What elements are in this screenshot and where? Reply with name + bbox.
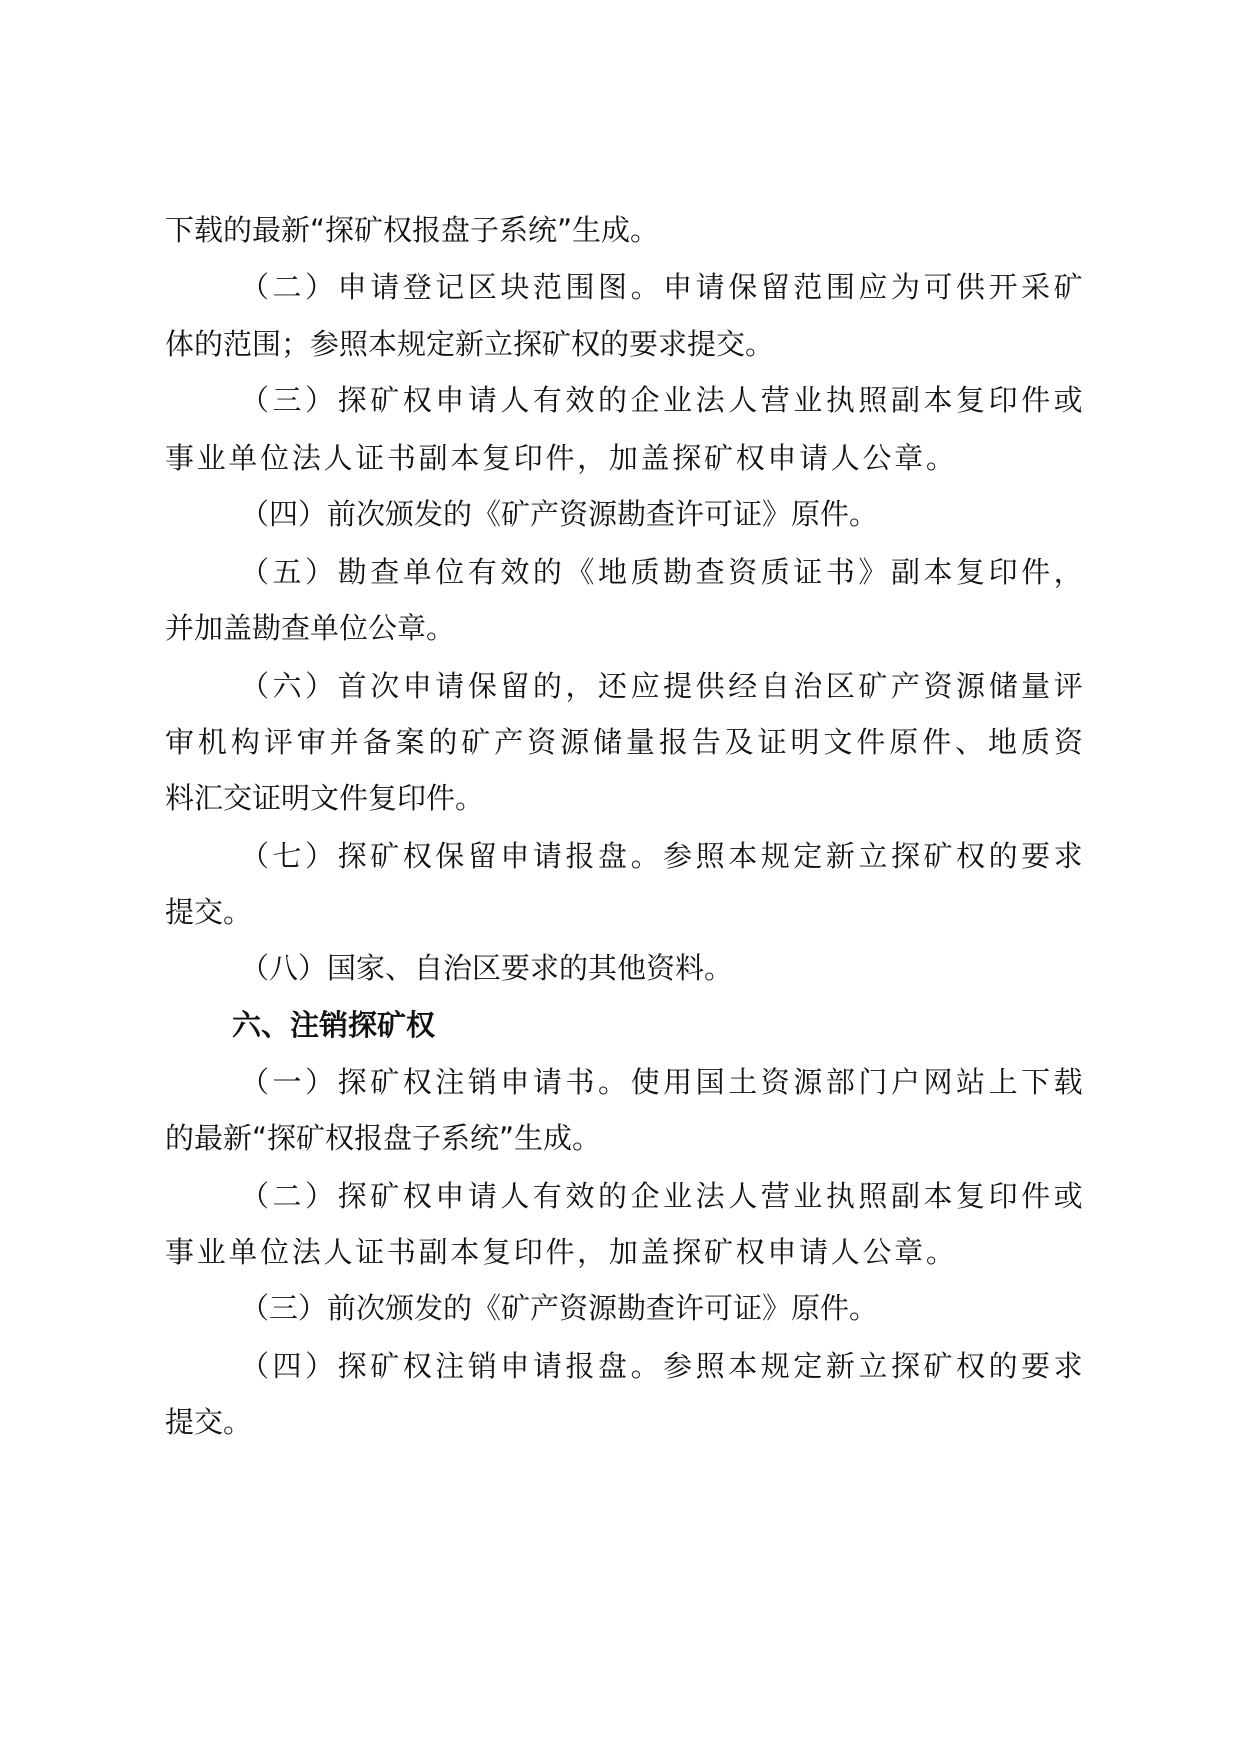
item-7-line-1: （ 七 ） 探 矿 权 保 留 申 请 报 盘 。 参 照 本 规 定 新 立 探 矿 权 的 要 求 xyxy=(240,839,1083,873)
cancel-item-1-line-2: 的最新“探矿权报盘子系统”生成。 xyxy=(165,1121,602,1155)
item-7-line-2: 提交。 xyxy=(165,895,253,929)
item-6-line-2: 审 机 构 评 审 并 备 案 的 矿 产 资 源 储 量 报 告 及 证 明 文 件 原 件 、 地 质 资 xyxy=(165,725,1083,759)
cancel-item-3-line-1: （三）前次颁发的《矿产资源勘查许可证》原件。 xyxy=(240,1291,879,1325)
item-6-line-1: （ 六 ） 首 次 申 请 保 留 的 ， 还 应 提 供 经 自 治 区 矿 产 资 源 储 量 评 xyxy=(240,669,1083,703)
item-4-line-1: （四）前次颁发的《矿产资源勘查许可证》原件。 xyxy=(240,497,879,531)
item-8-line-1: （八）国家、自治区要求的其他资料。 xyxy=(240,951,734,985)
body-line-1: 下载的最新“探矿权报盘子系统”生成。 xyxy=(165,213,660,247)
item-3-line-2: 事 业 单 位 法 人 证 书 副 本 复 印 件 ， 加 盖 探 矿 权 申 请 人 公 章 。 xyxy=(165,441,955,475)
cancel-item-2-line-1: （ 二 ） 探 矿 权 申 请 人 有 效 的 企 业 法 人 营 业 执 照 副 本 复 印 件 或 xyxy=(240,1179,1083,1213)
item-2-line-1: （ 二 ） 申 请 登 记 区 块 范 围 图 。 申 请 保 留 范 围 应 为 可 供 开 采 矿 xyxy=(240,270,1083,304)
cancel-item-1-line-1: （ 一 ） 探 矿 权 注 销 申 请 书 。 使 用 国 土 资 源 部 门 户 网 站 上 下 载 xyxy=(240,1065,1083,1099)
section-heading: 六、注销探矿权 xyxy=(232,1008,436,1042)
item-2-line-2: 体的范围；参照本规定新立探矿权的要求提交。 xyxy=(165,327,775,361)
cancel-item-4-line-2: 提交。 xyxy=(165,1405,253,1439)
item-6-line-3: 料汇交证明文件复印件。 xyxy=(165,781,485,815)
item-5-line-1: （ 五 ） 勘 查 单 位 有 效 的 《 地 质 勘 查 资 质 证 书 》 副 本 复 印 件 ， xyxy=(240,555,1083,589)
cancel-item-2-line-2: 事 业 单 位 法 人 证 书 副 本 复 印 件 ， 加 盖 探 矿 权 申 请 人 公 章 。 xyxy=(165,1235,955,1269)
cancel-item-4-line-1: （ 四 ） 探 矿 权 注 销 申 请 报 盘 。 参 照 本 规 定 新 立 探 矿 权 的 要 求 xyxy=(240,1349,1083,1383)
item-3-line-1: （ 三 ） 探 矿 权 申 请 人 有 效 的 企 业 法 人 营 业 执 照 副 本 复 印 件 或 xyxy=(240,383,1083,417)
item-5-line-2: 并加盖勘查单位公章。 xyxy=(165,611,456,645)
